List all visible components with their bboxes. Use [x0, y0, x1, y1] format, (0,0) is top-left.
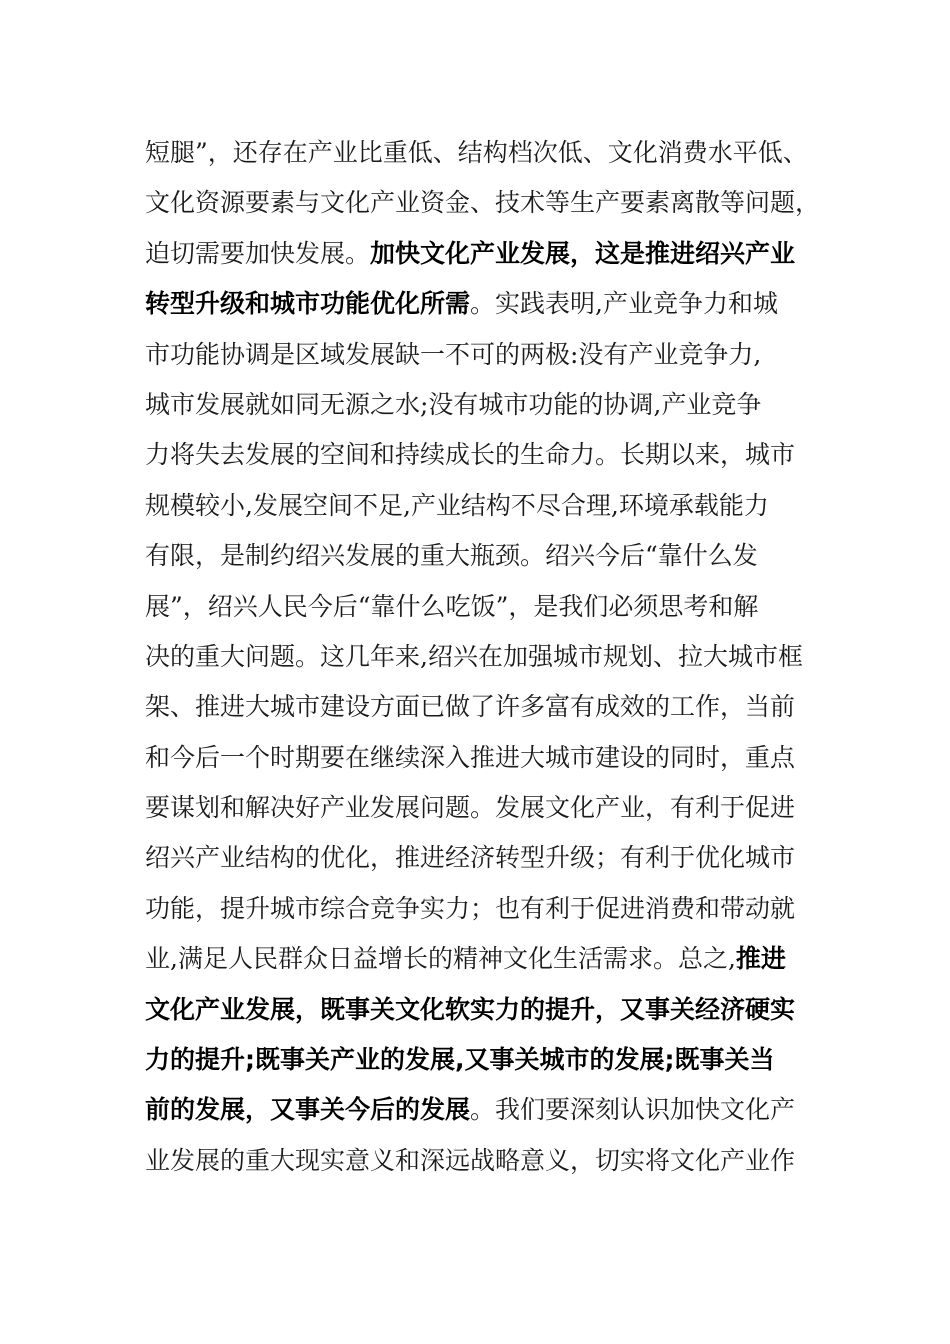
text-line — [145, 481, 825, 531]
text-run: 城市发展就如同无源之水;没有城市功能的协调,产业竞争 — [145, 389, 762, 419]
bold-text-run: 推进 — [735, 944, 786, 974]
bold-text-run: 文化产业发展，既事关文化软实力的提升，又事关经济硬实 — [145, 994, 796, 1024]
text-run: 业,满足人民群众日益增长的精神文化生活需求。总之, — [145, 944, 736, 974]
body-paragraph — [145, 128, 825, 1186]
text-run: 。实践表明,产业竞争力和城 — [470, 289, 778, 319]
text-line — [145, 934, 825, 984]
text-run: 要谋划和解决好产业发展问题。发展文化产业，有利于促进 — [145, 793, 796, 823]
text-run: 有限，是制约绍兴发展的重大瓶颈。绍兴今后“靠什么发 — [145, 541, 758, 571]
text-run: 业发展的重大现实意义和深远战略意义，切实将文化产业作 — [145, 1145, 796, 1175]
text-run: 力将失去发展的空间和持续成长的生命力。长期以来，城市 — [145, 440, 796, 470]
text-line — [145, 632, 825, 682]
text-line — [145, 430, 825, 480]
text-run: 文化资源要素与文化产业资金、技术等生产要素离散等问题， — [145, 188, 821, 218]
text-run: 决的重大问题。这几年来,绍兴在加强城市规划、拉大城市框 — [145, 641, 803, 671]
text-line — [145, 833, 825, 883]
text-line — [145, 1085, 825, 1135]
text-run: 架、推进大城市建设方面已做了许多富有成效的工作，当前 — [145, 692, 796, 722]
text-run: 。我们要深刻认识加快文化产 — [470, 1095, 796, 1125]
text-line — [145, 783, 825, 833]
text-run: 功能，提升城市综合竞争实力；也有利于促进消费和带动就 — [145, 893, 796, 923]
text-line — [145, 178, 825, 228]
text-line — [145, 985, 825, 1035]
text-line — [145, 582, 825, 632]
text-line — [145, 128, 825, 178]
bold-text-run: 力的提升;既事关产业的发展,又事关城市的发展;既事关当 — [145, 1045, 775, 1075]
text-line — [145, 330, 825, 380]
bold-text-run: 加快文化产业发展，这是推进绍兴产业 — [370, 238, 796, 268]
text-line — [145, 1035, 825, 1085]
text-line — [145, 531, 825, 581]
text-line — [145, 380, 825, 430]
text-run: 短腿”，还存在产业比重低、结构档次低、文化消费水平低、 — [145, 138, 808, 167]
text-line — [145, 884, 825, 934]
text-line — [145, 1136, 825, 1186]
bold-text-run: 前的发展，又事关今后的发展 — [145, 1095, 471, 1125]
text-run: 展”，绍兴人民今后“靠什么吃饭”，是我们必须思考和解 — [145, 591, 759, 621]
text-line — [145, 733, 825, 783]
text-line — [145, 229, 825, 279]
text-run: 绍兴产业结构的优化，推进经济转型升级；有利于优化城市 — [145, 843, 796, 873]
text-run: 迫切需要加快发展。 — [145, 238, 371, 268]
text-line — [145, 279, 825, 329]
text-run: 规模较小,发展空间不足,产业结构不尽合理,环境承载能力 — [145, 490, 769, 520]
text-run: 市功能协调是区域发展缺一不可的两极:没有产业竞争力, — [145, 339, 762, 369]
text-line — [145, 682, 825, 732]
bold-text-run: 转型升级和城市功能优化所需 — [145, 289, 471, 319]
text-run: 和今后一个时期要在继续深入推进大城市建设的同时，重点 — [145, 742, 796, 772]
